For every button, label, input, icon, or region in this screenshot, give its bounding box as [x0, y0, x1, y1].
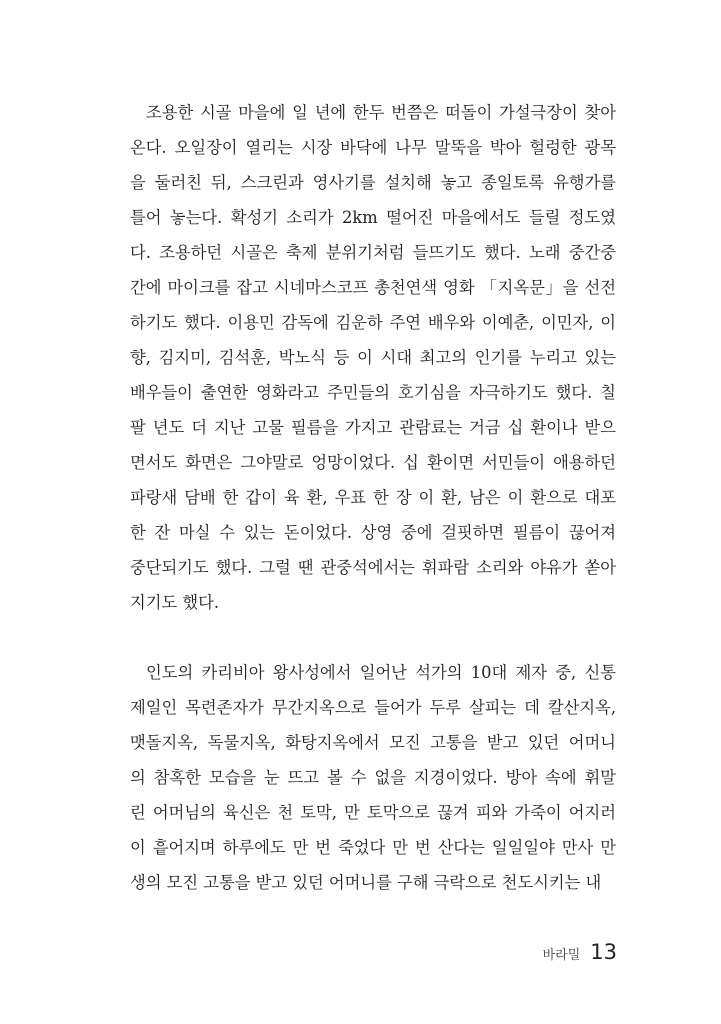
page-number: 13 — [590, 940, 617, 964]
text-line: 이 흩어지며 하루에도 만 번 죽었다 만 번 산다는 일일일야 만사 만 — [130, 838, 616, 857]
text-line: 지기도 했다. — [130, 593, 219, 612]
text-line: 다. 조용하던 시골은 축제 분위기처럼 들뜨기도 했다. 노래 중간중 — [130, 243, 616, 262]
text-line: 인도의 카리비아 왕사성에서 일어난 석가의 10대 제자 중, 신통 — [146, 663, 616, 682]
running-title: 바라밀 — [542, 948, 581, 963]
paragraph-gasul-theater — [130, 95, 616, 620]
text-line: 린 어머님의 육신은 천 토막, 만 토막으로 끊겨 피와 가죽이 어지러 — [130, 803, 616, 822]
text-line: 틀어 놓는다. 확성기 소리가 2km 떨어진 마을에서도 들릴 정도였 — [130, 208, 616, 227]
text-line: 향, 김지미, 김석훈, 박노식 등 이 시대 최고의 인기를 누리고 있는 — [130, 348, 616, 367]
text-line: 을 둘러친 뒤, 스크린과 영사기를 설치해 놓고 종일토록 유행가를 — [130, 173, 616, 192]
text-line: 면서도 화면은 그야말로 엉망이었다. 십 환이면 서민들이 애용하던 — [130, 453, 616, 472]
text-line: 제일인 목련존자가 무간지옥으로 들어가 두루 살피는 데 칼산지옥, — [130, 698, 616, 717]
text-line: 파랑새 담배 한 갑이 육 환, 우표 한 장 이 환, 남은 이 환으로 대포 — [130, 488, 616, 507]
text-line: 의 참혹한 모습을 눈 뜨고 볼 수 없을 지경이었다. 방아 속에 휘말 — [130, 768, 616, 787]
text-line: 중단되기도 했다. 그럴 땐 관중석에서는 휘파람 소리와 야유가 쏟아 — [130, 558, 616, 577]
text-line: 간에 마이크를 잡고 시네마스코프 총천연색 영화 「지옥문」을 선전 — [130, 278, 616, 297]
text-line: 맷돌지옥, 독물지옥, 화탕지옥에서 모진 고통을 받고 있던 어머니 — [130, 733, 616, 752]
text-line: 하기도 했다. 이용민 감독에 김운하 주연 배우와 이예춘, 이민자, 이 — [130, 313, 616, 332]
text-line: 조용한 시골 마을에 일 년에 한두 번쯤은 떠돌이 가설극장이 찾아 — [146, 103, 616, 122]
text-line: 온다. 오일장이 열리는 시장 바닥에 나무 말뚝을 박아 헐렁한 광목 — [130, 138, 616, 157]
text-line: 한 잔 마실 수 있는 돈이었다. 상영 중에 걸핏하면 필름이 끊어져 — [130, 523, 616, 542]
paragraph-mokryeon — [130, 655, 616, 900]
text-line: 배우들이 출연한 영화라고 주민들의 호기심을 자극하기도 했다. 칠 — [130, 383, 616, 402]
page-footer — [543, 940, 617, 964]
text-line: 팔 년도 더 지난 고물 필름을 가지고 관람료는 거금 십 환이나 받으 — [130, 418, 616, 437]
text-line: 생의 모진 고통을 받고 있던 어머니를 구해 극락으로 천도시키는 내 — [130, 873, 602, 892]
